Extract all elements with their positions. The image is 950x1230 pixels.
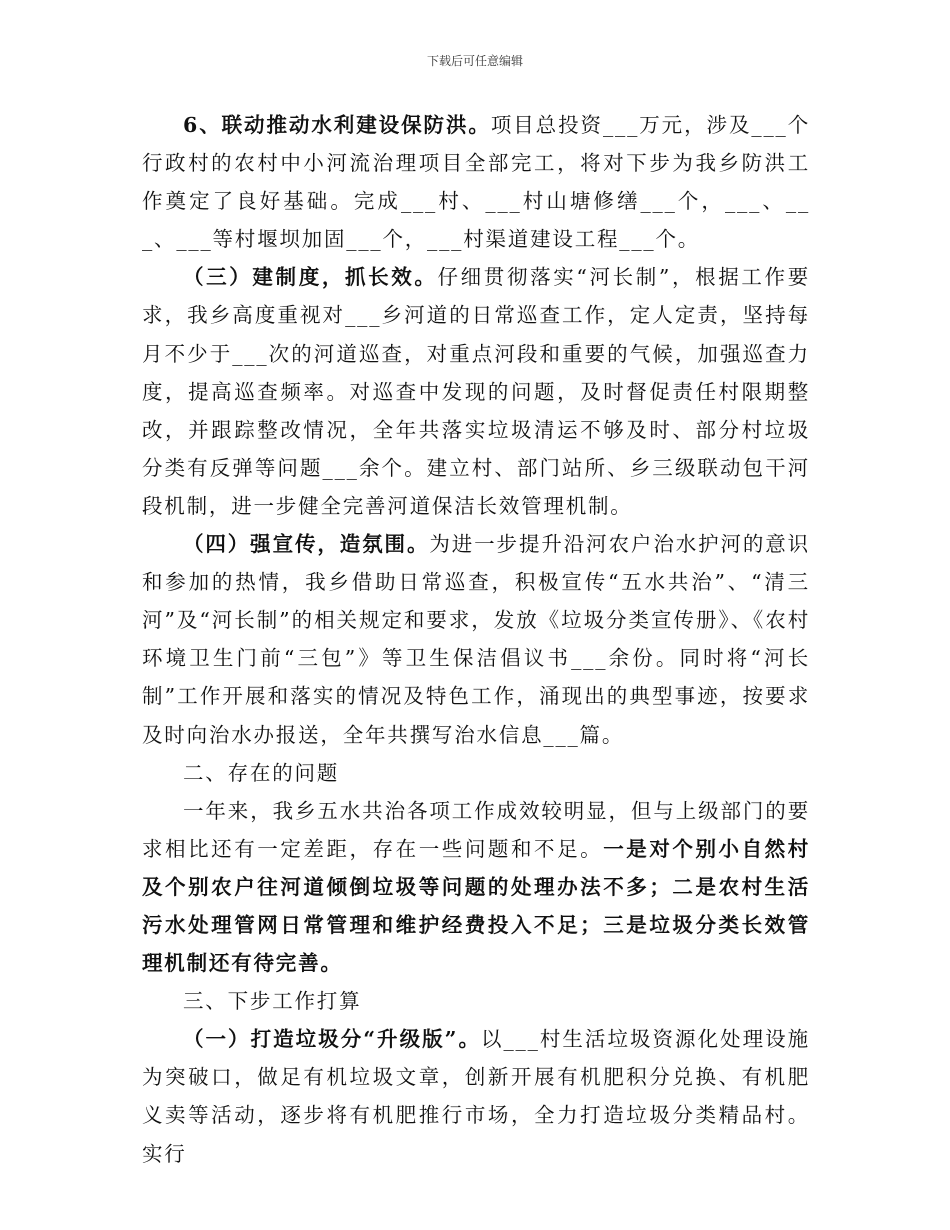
- paragraph-lead: （三）建制度，抓长效。: [183, 265, 438, 290]
- paragraph-lead: 6、联动推动水利建设保防洪。: [183, 113, 491, 137]
- paragraph-bold-text: 一是对个别小自然村及个别农户往河道倾倒垃圾等问题的处理办法不多；二是农村生活污水处理管网日常管理和维护经费投入不足；三是垃圾分类长效管理机制还有待完善。: [142, 836, 811, 976]
- paragraph-lead: （四）强宣传，造氛围。: [183, 532, 430, 557]
- paragraph-lead: （一）打造垃圾分“升级版”。: [183, 1027, 481, 1052]
- page-header: 下载后可任意编辑: [426, 54, 523, 68]
- paragraph-text: 一年来，我乡五水共治各项工作成效较明显，但与上级部门的要求相比还有一定差距，存在一些问题和不足。: [142, 798, 810, 861]
- paragraph-text: 仔细贯彻落实“河长制”，根据工作要求，我乡高度重视对___乡河道的日常巡查工作，定人定责，坚持每月不少于___次的河道巡查，对重点河段和重要的气候，加强巡查力度，提高巡查频率。对巡查中发现的问题，及时督促责任村限期整改，并跟踪整改情况，全年共落实垃圾清运不够及时、部分村垃圾分类有反弹等问题___余个。建立村、部门站所、乡三级联动包干河段机制，进一步健全完善河道保洁长效管理机制。: [142, 265, 810, 518]
- section-heading-problems: 二、存在的问题: [183, 760, 340, 785]
- paragraph-publicity: [142, 525, 810, 754]
- paragraph-text: 项目总投资___万元，涉及___个行政村的农村中小河流治理项目全部完工，将对下步为我乡防洪工作奠定了良好基础。完成___村、___村山塘修缮___个，___、___、___等村堰坝加固___个，___村渠道建设工程___个。: [142, 113, 810, 252]
- document-body: [142, 106, 810, 1173]
- paragraph-garbage-upgrade: [142, 1020, 810, 1172]
- section-heading-next-steps: 三、下步工作打算: [183, 989, 362, 1014]
- paragraph-flood-control: [142, 106, 810, 258]
- paragraph-system-building: [142, 258, 810, 525]
- paragraph-text: 为进一步提升沿河农户治水护河的意识和参加的热情，我乡借助日常巡查，积极宣传“五水共治”、“清三河”及“河长制”的相关规定和要求，发放《垃圾分类宣传册》、《农村环境卫生门前“三包”》等卫生保洁倡议书___余份。同时将“河长制”工作开展和落实的情况及特色工作，涌现出的典型事迹，按要求及时向治水办报送，全年共撰写治水信息___篇。: [142, 532, 810, 747]
- paragraph-problems: [142, 792, 810, 982]
- paragraph-text: 以___村生活垃圾资源化处理设施为突破口，做足有机垃圾文章，创新开展有机肥积分兑换、有机肥义卖等活动，逐步将有机肥推行市场，全力打造垃圾分类精品村。实行: [142, 1027, 810, 1166]
